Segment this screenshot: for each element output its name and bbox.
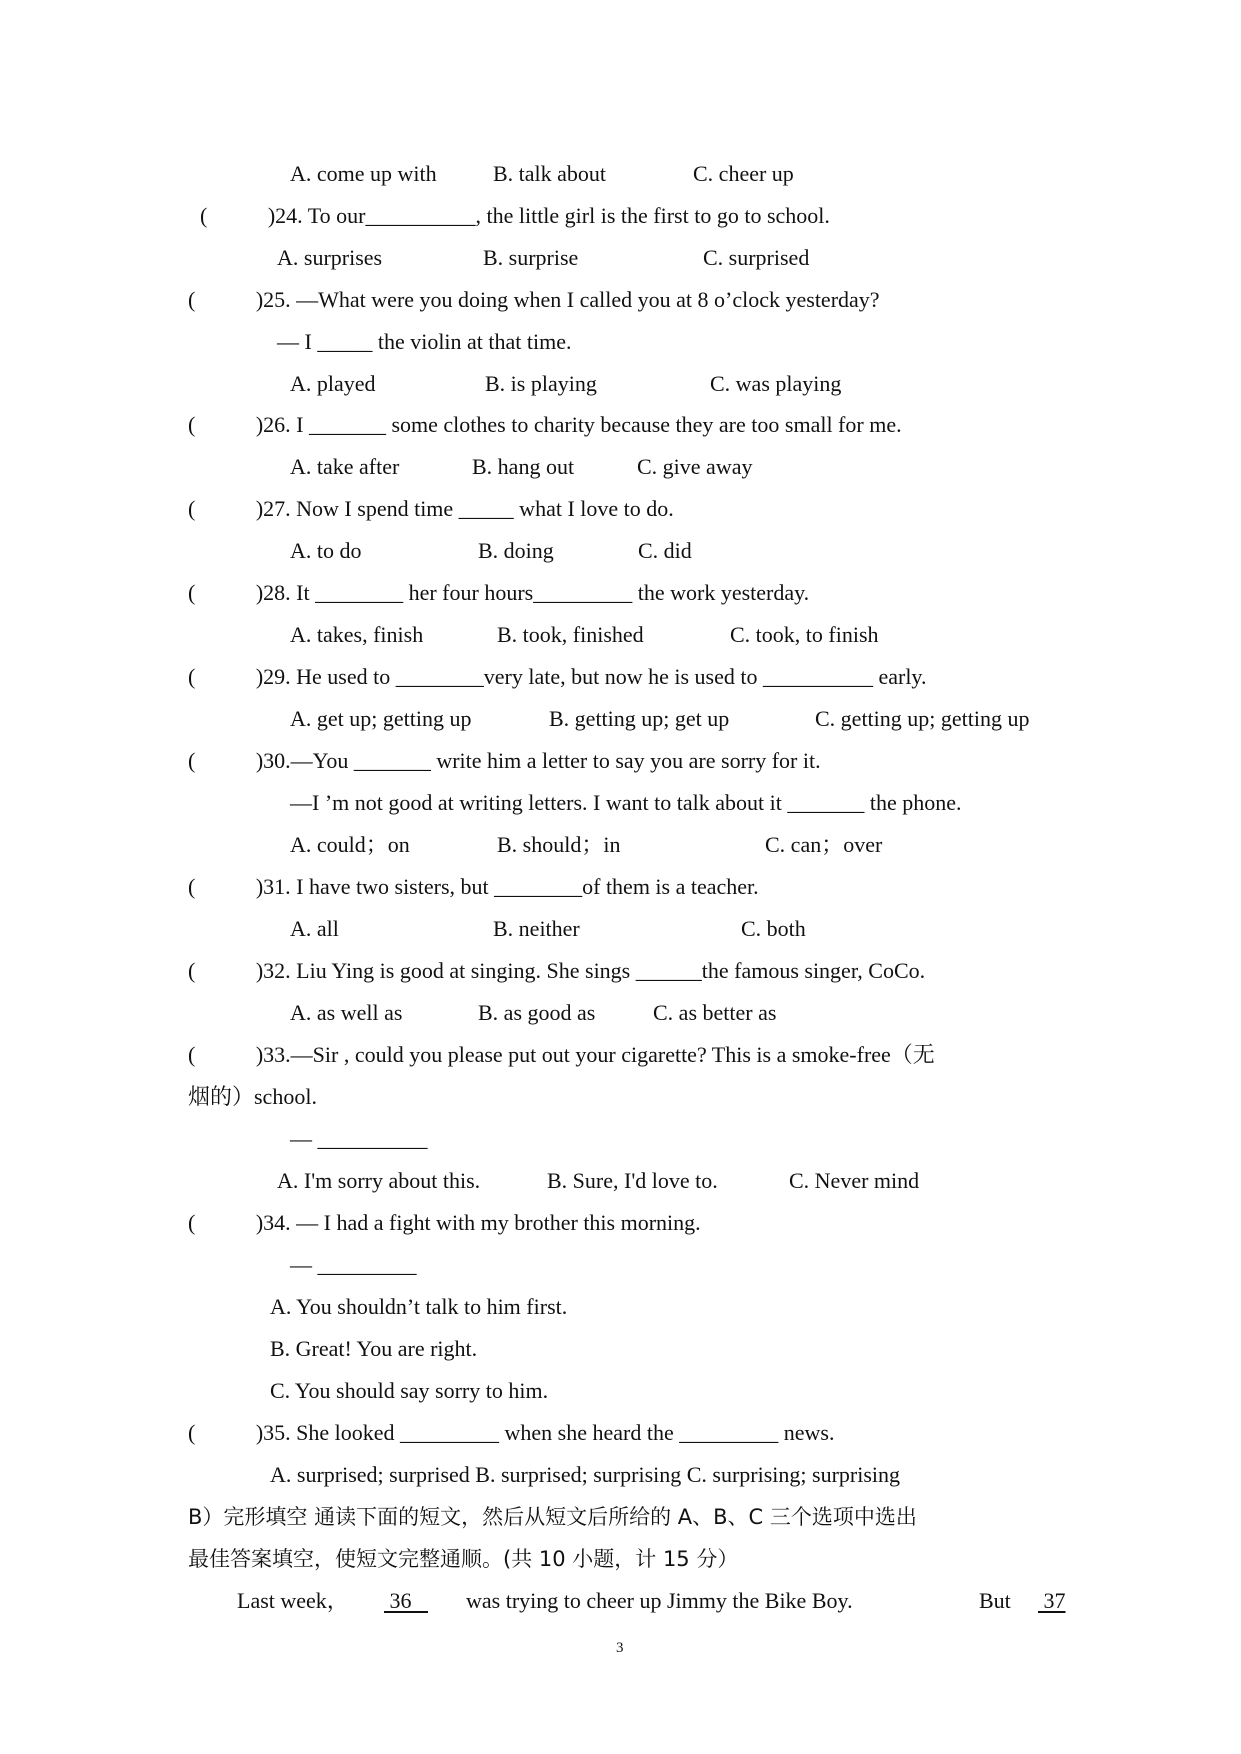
option-text: But: [979, 1588, 1011, 1613]
text-line: [188, 747, 821, 775]
option-text: A. take after: [290, 454, 400, 479]
line-text: ( )32. Liu Ying is good at singing. She sings ______the famous singer, CoCo.: [188, 958, 926, 983]
option-text: A. I'm sorry about this.: [277, 1168, 481, 1193]
line-text: B. Great! You are right.: [270, 1336, 478, 1361]
line-text: ( )34. — I had a fight with my brother this morning.: [188, 1210, 701, 1235]
line-text: ( )28. It ________ her four hours_________ the work yesterday.: [188, 580, 810, 605]
option-text: C. cheer up: [693, 161, 794, 186]
line-text: ( )26. I _______ some clothes to charity because they are too small for me.: [188, 412, 902, 437]
text-line: [188, 1545, 738, 1573]
option-text: B. surprise: [483, 245, 579, 270]
text-line: [188, 579, 809, 607]
option-text: A. as well as: [290, 1000, 403, 1025]
option-text: B. talk about: [493, 161, 607, 186]
text-line: [188, 286, 880, 314]
text-line: [188, 957, 925, 985]
text-line: [277, 328, 572, 356]
option-text: B. as good as: [478, 1000, 596, 1025]
page-number: 3: [616, 1640, 624, 1656]
option-text: C. Never mind: [789, 1168, 920, 1193]
text-line: [270, 1461, 900, 1489]
option-text: B. getting up; get up: [549, 706, 730, 731]
text-line: [200, 202, 830, 230]
line-text: ( )24. To our__________, the little girl is the first to go to school.: [200, 203, 830, 228]
option-text: 37: [1038, 1588, 1066, 1613]
line-text: ( )31. I have two sisters, but ________of them is a teacher.: [188, 874, 759, 899]
text-line: [188, 1083, 317, 1111]
option-text: C. can；over: [765, 832, 883, 857]
text-line: [290, 1251, 417, 1279]
text-line: [290, 789, 962, 817]
line-text: ( )35. She looked _________ when she heard the _________ news.: [188, 1420, 835, 1445]
option-text: C. took, to finish: [730, 622, 879, 647]
text-line: [188, 411, 902, 439]
text-line: [188, 1419, 834, 1447]
text-line: [188, 495, 674, 523]
line-text: A. surprised; surprised B. surprised; surprising C. surprising; surprising: [270, 1462, 901, 1487]
option-text: A. get up; getting up: [290, 706, 472, 731]
option-text: C. give away: [637, 454, 753, 479]
line-text: ( )25. —What were you doing when I called you at 8 o’clock yesterday?: [188, 287, 880, 312]
option-text: B. took, finished: [497, 622, 644, 647]
option-text: A. surprises: [277, 245, 383, 270]
option-text: B. neither: [493, 916, 580, 941]
line-text: C. You should say sorry to him.: [270, 1378, 549, 1403]
option-text: A. played: [290, 371, 376, 396]
option-text: C. was playing: [710, 371, 842, 396]
option-text: A. takes, finish: [290, 622, 424, 647]
line-text: 烟的）school.: [188, 1084, 317, 1109]
line-text: ( )33.—Sir , could you please put out your cigarette? This is a smoke-free（无: [188, 1042, 935, 1067]
option-text: C. as better as: [653, 1000, 777, 1025]
text-line: [290, 1125, 428, 1153]
option-text: B. should；in: [497, 832, 621, 857]
option-text: was trying to cheer up Jimmy the Bike Boy.: [466, 1588, 853, 1613]
text-line: [188, 1209, 701, 1237]
line-text: B）完形填空 通读下面的短文，然后从短文后所给的 A、B、C 三个选项中选出: [188, 1505, 917, 1529]
option-text: A. come up with: [290, 161, 437, 186]
text-line: [188, 1041, 935, 1069]
line-text: — I _____ the violin at that time.: [277, 329, 572, 354]
text-line: [188, 1503, 917, 1531]
option-text: C. surprised: [703, 245, 810, 270]
option-text: A. could；on: [290, 832, 410, 857]
line-text: ( )29. He used to ________very late, but now he is used to __________ early.: [188, 664, 927, 689]
option-text: A. to do: [290, 538, 362, 563]
option-text: B. doing: [478, 538, 554, 563]
option-text: 36: [384, 1588, 428, 1613]
text-line: [270, 1335, 477, 1363]
line-text: ( )27. Now I spend time _____ what I love to do.: [188, 496, 674, 521]
line-text: A. You shouldn’t talk to him first.: [270, 1294, 568, 1319]
text-line: [270, 1293, 567, 1321]
option-text: B. Sure, I'd love to.: [547, 1168, 718, 1193]
option-text: B. is playing: [485, 371, 597, 396]
text-line: [188, 663, 927, 691]
option-text: Last week，: [237, 1588, 349, 1613]
line-text: ( )30.—You _______ write him a letter to say you are sorry for it.: [188, 748, 821, 773]
line-text: — _________: [290, 1252, 417, 1277]
text-line: [270, 1377, 548, 1405]
line-text: — __________: [290, 1126, 428, 1151]
text-line: [188, 873, 759, 901]
option-text: A. all: [290, 916, 339, 941]
option-text: C. did: [638, 538, 692, 563]
line-text: 最佳答案填空，使短文完整通顺。(共 10 小题，计 15 分）: [188, 1547, 739, 1571]
line-text: —I ’m not good at writing letters. I want to talk about it _______ the phone.: [290, 790, 962, 815]
option-text: C. both: [741, 916, 806, 941]
option-text: C. getting up; getting up: [815, 706, 1030, 731]
option-text: B. hang out: [472, 454, 575, 479]
